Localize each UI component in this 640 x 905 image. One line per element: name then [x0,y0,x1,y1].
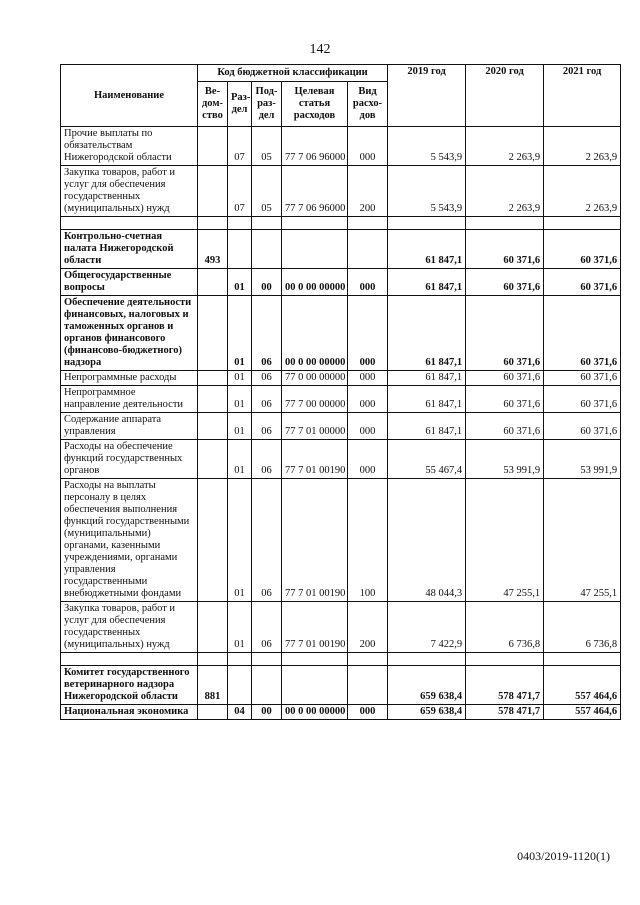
empty-cell [544,653,621,666]
value-2021-cell: 47 255,1 [544,479,621,602]
razdel-cell: 07 [228,166,252,217]
value-2021-cell: 60 371,6 [544,296,621,371]
target-cell: 77 7 01 00190 [282,440,348,479]
razdel-cell [228,230,252,269]
value-2019-cell: 48 044,3 [388,479,466,602]
ved-cell [198,166,228,217]
podrazdel-cell: 00 [252,705,282,720]
empty-cell [388,217,466,230]
table-row [61,230,621,269]
podrazdel-cell: 06 [252,413,282,440]
podrazdel-cell: 06 [252,602,282,653]
value-2019-cell: 61 847,1 [388,269,466,296]
table-row [61,440,621,479]
razdel-cell: 01 [228,371,252,386]
empty-cell [228,217,252,230]
value-2020-cell: 60 371,6 [466,269,544,296]
value-2021-cell: 53 991,9 [544,440,621,479]
razdel-cell: 07 [228,127,252,166]
table-header [61,65,621,127]
table-row [61,666,621,705]
table-row [61,705,621,720]
value-2020-cell: 2 263,9 [466,166,544,217]
empty-cell [282,653,348,666]
target-cell: 77 7 01 00190 [282,479,348,602]
empty-cell [348,653,388,666]
ved-cell [198,386,228,413]
header-vid: Вид расхо-дов [348,82,388,127]
podrazdel-cell: 05 [252,166,282,217]
value-2021-cell: 60 371,6 [544,230,621,269]
vid-cell: 200 [348,602,388,653]
spacer-row [61,217,621,230]
razdel-cell: 04 [228,705,252,720]
budget-table [60,64,621,720]
razdel-cell: 01 [228,479,252,602]
podrazdel-cell [252,666,282,705]
empty-cell [252,653,282,666]
vid-cell: 000 [348,269,388,296]
empty-cell [228,653,252,666]
value-2021-cell: 60 371,6 [544,269,621,296]
value-2020-cell: 60 371,6 [466,230,544,269]
podrazdel-cell: 05 [252,127,282,166]
podrazdel-cell: 06 [252,386,282,413]
table-row [61,269,621,296]
value-2019-cell: 659 638,4 [388,666,466,705]
spacer-row [61,653,621,666]
ved-cell [198,371,228,386]
ved-cell [198,296,228,371]
vid-cell: 000 [348,413,388,440]
value-2020-cell: 2 263,9 [466,127,544,166]
name-cell: Обеспечение деятельности финансовых, налоговых и таможенных органов и органов финансового (финансово-бюджетного) надзора [61,296,198,371]
vid-cell [348,666,388,705]
name-cell: Закупка товаров, работ и услуг для обеспечения государственных (муниципальных) нужд [61,166,198,217]
value-2021-cell: 6 736,8 [544,602,621,653]
empty-cell [544,217,621,230]
table-row [61,371,621,386]
value-2021-cell: 557 464,6 [544,705,621,720]
empty-cell [466,653,544,666]
empty-cell [252,217,282,230]
value-2020-cell: 578 471,7 [466,705,544,720]
table-row [61,296,621,371]
podrazdel-cell: 00 [252,269,282,296]
header-target: Целевая статья расходов [282,82,348,127]
value-2019-cell: 7 422,9 [388,602,466,653]
target-cell: 77 7 06 96000 [282,166,348,217]
header-2019: 2019 год [388,65,466,127]
ved-cell [198,440,228,479]
target-cell: 77 0 00 00000 [282,371,348,386]
header-podrazdel: Под-раз-дел [252,82,282,127]
target-cell [282,666,348,705]
name-cell: Прочие выплаты по обязательствам Нижегородской области [61,127,198,166]
value-2020-cell: 60 371,6 [466,296,544,371]
value-2020-cell: 60 371,6 [466,371,544,386]
target-cell: 00 0 00 00000 [282,705,348,720]
value-2020-cell: 53 991,9 [466,440,544,479]
vid-cell: 100 [348,479,388,602]
podrazdel-cell: 06 [252,479,282,602]
name-cell: Контрольно-счетная палата Нижегородской области [61,230,198,269]
ved-cell [198,479,228,602]
empty-cell [388,653,466,666]
header-classification: Код бюджетной классификации [198,65,388,82]
target-cell: 77 7 06 96000 [282,127,348,166]
empty-cell [282,217,348,230]
vid-cell: 000 [348,705,388,720]
razdel-cell: 01 [228,386,252,413]
empty-cell [61,653,198,666]
target-cell: 00 0 00 00000 [282,269,348,296]
name-cell: Закупка товаров, работ и услуг для обеспечения государственных (муниципальных) нужд [61,602,198,653]
vid-cell: 200 [348,166,388,217]
ved-cell [198,413,228,440]
value-2020-cell: 60 371,6 [466,413,544,440]
value-2021-cell: 2 263,9 [544,127,621,166]
target-cell [282,230,348,269]
page-number: 142 [309,42,331,57]
value-2021-cell: 60 371,6 [544,371,621,386]
value-2019-cell: 61 847,1 [388,413,466,440]
name-cell: Общегосударственные вопросы [61,269,198,296]
name-cell: Расходы на обеспечение функций государственных органов [61,440,198,479]
header-2021: 2021 год [544,65,621,127]
value-2019-cell: 55 467,4 [388,440,466,479]
table-row [61,166,621,217]
podrazdel-cell: 06 [252,296,282,371]
razdel-cell: 01 [228,440,252,479]
target-cell: 77 7 00 00000 [282,386,348,413]
ved-cell: 881 [198,666,228,705]
empty-cell [466,217,544,230]
razdel-cell: 01 [228,269,252,296]
value-2019-cell: 61 847,1 [388,371,466,386]
empty-cell [61,217,198,230]
podrazdel-cell: 06 [252,371,282,386]
razdel-cell: 01 [228,413,252,440]
table-row [61,602,621,653]
vid-cell: 000 [348,440,388,479]
value-2019-cell: 5 543,9 [388,127,466,166]
empty-cell [348,217,388,230]
podrazdel-cell: 06 [252,440,282,479]
document-code: 0403/2019-1120(1) [517,849,610,863]
header-name: Наименование [61,65,198,127]
value-2021-cell: 2 263,9 [544,166,621,217]
target-cell: 77 7 01 00000 [282,413,348,440]
value-2019-cell: 659 638,4 [388,705,466,720]
razdel-cell [228,666,252,705]
header-2020: 2020 год [466,65,544,127]
header-razdel: Раз-дел [228,82,252,127]
empty-cell [198,653,228,666]
value-2019-cell: 5 543,9 [388,166,466,217]
ved-cell [198,705,228,720]
value-2021-cell: 557 464,6 [544,666,621,705]
podrazdel-cell [252,230,282,269]
target-cell: 00 0 00 00000 [282,296,348,371]
value-2020-cell: 6 736,8 [466,602,544,653]
name-cell: Непрограммное направление деятельности [61,386,198,413]
value-2020-cell: 578 471,7 [466,666,544,705]
table-row [61,127,621,166]
target-cell: 77 7 01 00190 [282,602,348,653]
razdel-cell: 01 [228,602,252,653]
table-body [61,127,621,720]
value-2019-cell: 61 847,1 [388,296,466,371]
vid-cell [348,230,388,269]
table-row [61,386,621,413]
name-cell: Расходы на выплаты персоналу в целях обеспечения выполнения функций государственными (муниципальными) органами, казенными учреждениями, органами управления государственными внебюджетными фондами [61,479,198,602]
ved-cell: 493 [198,230,228,269]
value-2019-cell: 61 847,1 [388,386,466,413]
header-ved: Ве-дом-ство [198,82,228,127]
name-cell: Комитет государственного ветеринарного надзора Нижегородской области [61,666,198,705]
value-2021-cell: 60 371,6 [544,386,621,413]
name-cell: Содержание аппарата управления [61,413,198,440]
table-row [61,413,621,440]
table-row [61,479,621,602]
ved-cell [198,602,228,653]
ved-cell [198,127,228,166]
vid-cell: 000 [348,386,388,413]
value-2020-cell: 47 255,1 [466,479,544,602]
empty-cell [198,217,228,230]
vid-cell: 000 [348,296,388,371]
value-2020-cell: 60 371,6 [466,386,544,413]
ved-cell [198,269,228,296]
name-cell: Национальная экономика [61,705,198,720]
razdel-cell: 01 [228,296,252,371]
value-2021-cell: 60 371,6 [544,413,621,440]
name-cell: Непрограммные расходы [61,371,198,386]
vid-cell: 000 [348,127,388,166]
value-2019-cell: 61 847,1 [388,230,466,269]
vid-cell: 000 [348,371,388,386]
